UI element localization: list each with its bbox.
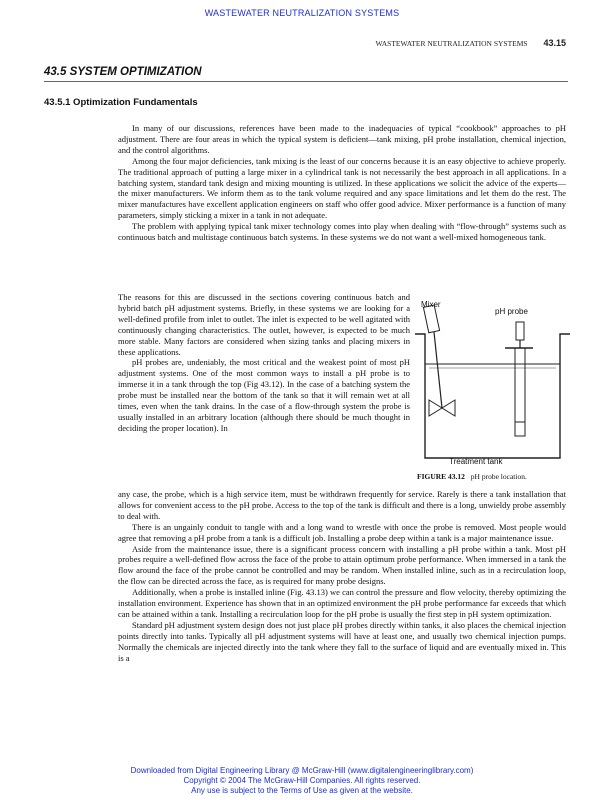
subsection-title: 43.5.1 Optimization Fundamentals [44,97,198,108]
footer-terms: Any use is subject to the Terms of Use as given at the website. [191,786,413,795]
ph-probe-icon [505,322,533,436]
figure-caption [417,472,527,481]
paragraph: The problem with applying typical tank mixer technology comes into play when dealing with “flow-through” systems such as continuous batch and multistage continuous batch systems. In these systems we do not want a well-mixed homogeneous tank. [118,221,566,243]
body-text-lower [118,489,566,664]
paragraph: Standard pH adjustment system design does not just place pH probes directly within tanks, it also places the chemical injection points directly into tanks. Typically all pH adjustment systems will have at least one, and usually two chemical injection pumps. Normally the chemicals are injected directly into the tank where they fall to the surface of liquid and are eventually mixed in. This is a [118,619,566,663]
page-number: 43.15 [543,38,566,48]
tank-outline [415,334,570,458]
figure-ph-probe-location [415,296,570,486]
footer-download-link[interactable]: Downloaded from Digital Engineering Library @ McGraw-Hill (www.digitalengineeringlibrary.com) [130,766,474,775]
section-divider [44,81,568,82]
top-banner: WASTEWATER NEUTRALIZATION SYSTEMS [204,8,400,18]
paragraph: Aside from the maintenance issue, there is a significant process concern with installing a pH probe within a tank. Most pH probes require a well-defined flow across the face of the probe to attain optimum probe performance. When immersed in a tank the flow around the face of the probe cannot be controlled and may be random. When installed inline, such as in a recirculation loop, the flow can be directed across the face, as is required for many probe designs. [118,543,566,587]
footer-notice [0,766,604,796]
body-text-wrapped [118,292,410,434]
figure-caption-text: pH probe location. [470,472,527,481]
section-title: 43.5 SYSTEM OPTIMIZATION [44,66,202,78]
running-head [376,38,566,48]
tank-diagram [415,296,570,471]
label-ph-probe: pH probe [495,307,528,316]
body-text-upper [118,123,566,243]
paragraph: There is an ungainly conduit to tangle with and a long wand to wrestle with once the probe is removed. Most people would agree that removing a pH probe from a tank is a difficult job. Installing a probe deep within a tank is a major maintenance issue. [118,521,566,543]
footer-copyright: Copyright © 2004 The McGraw-Hill Companies. All rights reserved. [183,776,421,785]
paragraph: pH probes are, undeniably, the most critical and the weakest point of most pH adjustment systems. One of the most common ways to install a pH probe is to immerse it in a tank through the top (Fig 43.12). In the case of a batching system the probe must be installed near the bottom of the tank so that it will remain wet at all times, even when the tank drains. In the case of a flow-through system the probe is usually installed in an arbitrary location (although there should be much thought in deciding the proper location). In [118,357,410,433]
paragraph: In many of our discussions, references have been made to the inadequacies of typical “cookbook” approaches to pH adjustment. There are four areas in which the typical system is deficient—tank mixing, pH probe installation, chemical injection, and the control algorithms. [118,123,566,155]
paragraph: The reasons for this are discussed in the sections covering continuous batch and hybrid batch pH adjustment systems. Briefly, in these systems we are looking for a well-defined profile from inlet to outlet. The inlet is expected to be well agitated with continuously changing characteristics. The outlet, however, is expected to be much more stable. Many factors are considered when sizing tanks and placing mixers in these applications. [118,292,410,357]
mixer-icon [423,305,455,416]
paragraph: any case, the probe, which is a high service item, must be withdrawn frequently for service. Rarely is there a tank installation that allows for convenient access to the pH probe. Access to the top of the tank is difficult and there is a long, unwieldy probe assembly to deal with. [118,489,566,521]
paragraph: Among the four major deficiencies, tank mixing is the least of our concerns because it is an easy objective to achieve properly. The traditional approach of putting a large mixer in a cylindrical tank is not necessarily the best approach in all applications. In a batching system, standard tank design and mixing mounting is utilized. In these applications we solicit the advice of the experts—the mixer manufacturers. We inform them as to the tank volume required and any space limitations and let them do the rest. The mixer manufactures have excellent application engineers on staff who offer good advice. Mixer performance is a function of many parameters, simply sticking a mixer in a tank in not adequate. [118,155,566,221]
label-mixer: Mixer [421,300,441,309]
paragraph: Additionally, when a probe is installed inline (Fig. 43.13) we can control the pressure and flow velocity, thereby optimizing the installation environment. Experience has shown that in an optimized environment the pH probe performance far exceeds that which can be attained within a tank. Installing a recirculation loop for the pH probe is usually the first step in pH system optimization. [118,587,566,619]
label-treatment-tank: Treatment tank [449,457,503,466]
figure-number: FIGURE 43.12 [417,472,465,481]
running-head-title: WASTEWATER NEUTRALIZATION SYSTEMS [375,39,528,48]
